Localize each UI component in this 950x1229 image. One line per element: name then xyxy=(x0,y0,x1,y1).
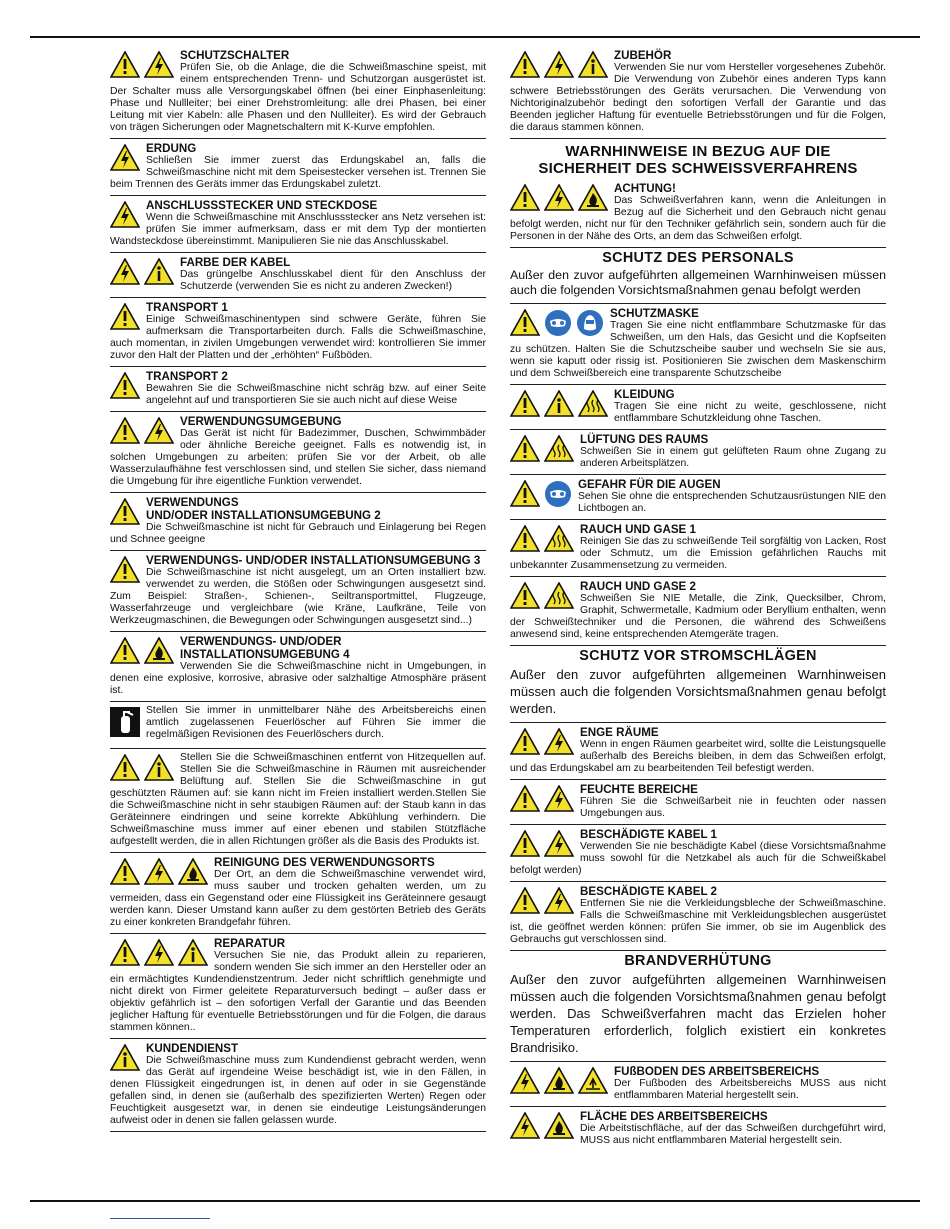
icon-group xyxy=(510,309,604,342)
section-achtung xyxy=(510,179,886,248)
warning-icon xyxy=(110,498,140,530)
band-strom: SCHUTZ VOR STROMSCHLÄGEN xyxy=(579,648,817,664)
section-fußboden-des-arbeitsbereichs xyxy=(510,1062,886,1107)
intro-personal: Außer den zuvor aufgeführten allgemeinen Warnhinweisen müssen auch die folgenden Vorsichtsmaßnahmen genau befolgt werden xyxy=(510,266,886,304)
electric-icon xyxy=(544,785,574,817)
icon-group xyxy=(510,582,574,614)
section-text: Stellen Sie die Schweißmaschinen entfernt von Hitzequellen auf. Stellen Sie die Schweißmaschine in Räumen mit ausreichender Belüftung auf. Stellen Sie die Schweißmaschine in gut geschützten Räumen auf: sie kann nicht im Freien installiert werden.Stellen Sie die Schweißmaschine nicht in sehr staubigen Räumen auf: der Staub kann in das Geräteinnere eindringen und seine korrekte Abkühlung verhindern. Die Schweißmaschine muss immer auf einer ebenen und stabilen Stützfläche aufgestellt werden, die in allen Richtungen größer als die Basis des Produkts ist. xyxy=(110,752,486,847)
section-title: ACHTUNG! xyxy=(614,182,676,195)
section-rauch-und-gase-2 xyxy=(510,577,886,646)
section-reparatur xyxy=(110,934,486,1039)
goggles-icon xyxy=(544,309,572,342)
section-enge-räume xyxy=(510,723,886,780)
icon-group xyxy=(110,1044,140,1076)
heat-icon xyxy=(578,390,608,422)
info-icon xyxy=(110,1044,140,1076)
electric-icon xyxy=(110,201,140,233)
info-icon xyxy=(578,51,608,83)
section-text: Verwenden Sie nur vom Hersteller vorgesehenes Zubehör. Die Verwendung von Zubehör eines anderen Typs kann schwere Betriebsstörungen des Geräts verursachen. Die Verwendung von Nichtoriginalzubehör bedingt den sofortigen Verfall der Garantie und das Beenden jeglicher Haftung für eventuelle Betriebsstörungen und für die Folgen, die daraus stammen können. xyxy=(510,62,886,133)
icon-group xyxy=(510,525,574,557)
section-text: Reinigen Sie das zu schweißende Teil sorgfältig von Lacken, Rost oder Schmutz, um die Emission gefährlichen Rauchs mit unbekannter Zusammensetzung zu vermeiden. xyxy=(510,536,886,571)
section-text: Bewahren Sie die Schweißmaschine nicht schräg bzw. auf einer Seite angelehnt auf und transportieren Sie sie auch nicht auf diese Weise xyxy=(146,383,486,406)
section-text: Das Schweißverfahren kann, wenn die Anleitungen in Bezug auf die Sicherheit und den Gebrauch nicht genau befolgt werden, nicht nur für den Techniker gefährlich sein, sondern auch für die Personen in der Nähe des Orts, an dem das Schweißen erfolgt. xyxy=(510,195,886,242)
electric-icon xyxy=(510,1112,540,1144)
section-title: TRANSPORT 2 xyxy=(146,370,228,383)
section-title: FUßBODEN DES ARBEITSBEREICHS xyxy=(614,1065,820,1078)
section-beschädigte-kabel-1 xyxy=(510,825,886,882)
warning-icon xyxy=(110,372,140,404)
icon-group xyxy=(110,258,174,290)
section-title: VERWENDUNGS- UND/ODER INSTALLATIONSUMGEBUNG 3 xyxy=(146,554,481,567)
section-title: SCHUTZMASKE xyxy=(610,307,699,320)
bottom-rule xyxy=(30,1200,920,1202)
electric-icon xyxy=(510,1067,540,1099)
section-title: RAUCH UND GASE 1 xyxy=(580,523,696,536)
section-text: Entfernen Sie nie die Verkleidungsbleche der Schweißmaschine. Falls die Schweißmaschine mit Verkleidungsblechen ausgerüstet ist, die geöffnet werden können: prüfen Sie immer, ob sie im Augenblick des Gebrauchs gut verschlossen sind. xyxy=(510,898,886,945)
personal-list xyxy=(510,304,886,646)
warning-icon xyxy=(510,728,540,760)
electric-icon xyxy=(144,417,174,449)
electric-icon xyxy=(544,830,574,862)
section-title: ZUBEHÖR xyxy=(614,49,672,62)
electric-icon xyxy=(544,728,574,760)
section-title: KLEIDUNG xyxy=(614,388,675,401)
section-title: GEFAHR FÜR DIE AUGEN xyxy=(578,478,721,491)
section-text: Führen Sie die Schweißarbeit nie in feuchten oder nassen Umgebungen aus. xyxy=(580,796,886,819)
section-lüftung-des-raums xyxy=(510,430,886,475)
icon-group xyxy=(510,830,574,862)
section-title: TRANSPORT 1 xyxy=(146,301,228,314)
section-kleidung xyxy=(510,385,886,430)
warning-icon xyxy=(510,184,540,216)
intro-brand: Außer den zuvor aufgeführten allgemeinen Warnhinweisen müssen auch die folgenden Vorsichtsmaßnahmen genau befolgt werden. Das Schweißverfahren macht das Erzielen hoher Temperaturen erforderlich, folglich existiert ein konkretes Brandrisiko. xyxy=(510,969,886,1062)
electric-icon xyxy=(110,258,140,290)
section-title: ANSCHLUSSSTECKER UND STECKDOSE xyxy=(146,199,378,212)
section-text: Der Ort, an dem die Schweißmaschine verwendet wird, muss sauber und trocken gehalten werden, um zu vermeiden, dass ein Gegenstand oder eine Flüssigkeit ins Geräteinnere gesaugt werden kann. Dieser Umstand kann außer zu dem gestörten Betrieb des Geräts zu einer konkreten Brandgefahr führen. xyxy=(110,869,486,928)
warning-icon xyxy=(510,785,540,817)
section-verwendungsumgebung xyxy=(110,412,486,493)
icon-group xyxy=(510,480,572,513)
section-text: Das grüngelbe Anschlusskabel dient für den Anschluss der Schutzerde (verwenden Sie es nicht zu anderen Zwecken!) xyxy=(180,269,486,292)
warning-icon xyxy=(510,582,540,614)
left-column xyxy=(110,46,486,1132)
spark-icon xyxy=(578,1067,608,1099)
icon-group xyxy=(110,707,140,742)
section-text: Der Fußboden des Arbeitsbereichs MUSS aus nicht entflammbaren Material hergestellt sein. xyxy=(614,1078,886,1101)
icon-group xyxy=(110,754,174,786)
icon-group xyxy=(510,1112,574,1144)
warning-icon xyxy=(510,309,540,342)
footer-link-line xyxy=(110,1218,210,1219)
section-text: Verwenden Sie die Schweißmaschine nicht in Umgebungen, in denen eine explosive, korrosive, abrasive oder salzhaltige Atmosphäre präsent ist. xyxy=(110,661,486,696)
section-feuerloescher xyxy=(110,702,486,749)
warning-icon xyxy=(110,303,140,335)
fire-icon xyxy=(178,858,208,890)
info-icon xyxy=(544,390,574,422)
icon-group xyxy=(510,785,574,817)
fire-icon xyxy=(144,637,174,669)
section-text: Versuchen Sie nie, das Produkt allein zu reparieren, sondern wenden Sie sich immer an den Hersteller oder an ein ermächtigtes Kundendienstzentrum. Jeder nicht schriftlich genehmigte und nicht direkt von Firmer geleitete Reparaturversuch bedingt – außer dass er objektiv gefährlich ist – den sofortigen Verfall der Garantie und das Beenden jeglicher Haftung für eventuelle Betriebsstörungen und für die Folgen, die daraus stammen können.. xyxy=(110,950,486,1033)
icon-group xyxy=(510,728,574,760)
section-text: Die Schweißmaschine ist nicht für Gebrauch und Einlagerung bei Regen und Schnee geeigne xyxy=(110,522,486,545)
heat-icon xyxy=(544,525,574,557)
section-anschlussstecker xyxy=(110,196,486,253)
icon-group xyxy=(510,51,608,83)
warning-icon xyxy=(110,637,140,669)
icon-group xyxy=(510,390,608,422)
section-title: REPARATUR xyxy=(214,937,286,950)
icon-group xyxy=(510,887,574,919)
band-warnhinweise: WARNHINWEISE IN BEZUG AUF DIE SICHERHEIT DES SCHWEISSVERFAHRENS xyxy=(538,143,858,177)
section-text: Wenn die Schweißmaschine mit Anschlussstecker ans Netz versehen ist: prüfen Sie immer aufmerksam, dass er mit dem Typ der montierten Wandsteckdose übereinstimmt. Manipulieren Sie nie das Anschlusskabel. xyxy=(110,212,486,247)
warning-icon xyxy=(510,830,540,862)
section-feuchte-bereiche xyxy=(510,780,886,825)
section-title: BESCHÄDIGTE KABEL 2 xyxy=(580,885,717,898)
icon-group xyxy=(110,144,140,176)
intro-strom: Außer den zuvor aufgeführten allgemeinen Warnhinweisen müssen auch die folgenden Vorsichtsmaßnahmen genau befolgt werden. xyxy=(510,664,886,723)
extinguisher-icon xyxy=(110,707,140,742)
section-transport2 xyxy=(110,367,486,412)
section-text: Das Gerät ist nicht für Badezimmer, Duschen, Schwimmbäder oder ähnliche Bereiche geeignet. Falls es notwendig ist, in solchen Umgebungen zu arbeiten: prüfen Sie vor der Arbeit, ob alle Wasserzulaufhähne fest verschlossen sind, und stellen Sie sicher, dass niemand die Umgebung für ihre eigentliche Funktion verwendet. xyxy=(110,428,486,487)
section-rauch-und-gase-1 xyxy=(510,520,886,577)
section-text: Schweißen Sie in einem gut gelüfteten Raum ohne Zugang zu anderen Arbeitsplätzen. xyxy=(580,446,886,469)
fire-icon xyxy=(544,1112,574,1144)
section-title: FEUCHTE BEREICHE xyxy=(580,783,698,796)
fire-icon xyxy=(544,1067,574,1099)
section-text: Schweißen Sie NIE Metalle, die Zink, Quecksilber, Chrom, Graphit, Schwermetalle, Kadmium oder Beryllium enthalten, wenn der Schweißtechniker und die Personen, die während des Schweißens anwesend sind, keine entsprechenden Atemgeräte tragen. xyxy=(510,593,886,640)
section-title: VERWENDUNGSUMGEBUNG xyxy=(180,415,342,428)
section-gefahr-für-die-augen xyxy=(510,475,886,520)
electric-icon xyxy=(144,51,174,83)
warning-icon xyxy=(110,417,140,449)
warning-icon xyxy=(510,51,540,83)
warning-icon xyxy=(110,858,140,890)
warning-icon xyxy=(110,556,140,588)
warning-icon xyxy=(510,525,540,557)
section-title: RAUCH UND GASE 2 xyxy=(580,580,696,593)
icon-group xyxy=(110,556,140,588)
section-text: Tragen Sie eine nicht entflammbare Schutzmaske für das Schweißen, um den Hals, das Gesicht und die Kopfseiten zu schützen. Halten Sie die Schutzscheibe sauber und wechseln Sie sie aus, wenn sie kaputt oder rissig ist. Positionieren Sie zwischen dem Maskenschirm und dem Schweißbereich eine transparente Schutzscheibe xyxy=(510,320,886,379)
electric-icon xyxy=(544,887,574,919)
section-title: LÜFTUNG DES RAUMS xyxy=(580,433,709,446)
section-transport1 xyxy=(110,298,486,367)
section-text: Sehen Sie ohne die entsprechenden Schutzausrüstungen NIE den Lichtbogen an. xyxy=(578,491,886,514)
icon-group xyxy=(110,939,208,971)
warning-icon xyxy=(510,887,540,919)
brand-list xyxy=(510,1062,886,1151)
info-icon xyxy=(178,939,208,971)
top-rule xyxy=(30,36,920,38)
warning-icon xyxy=(110,939,140,971)
section-title: ERDUNG xyxy=(146,142,197,155)
warning-icon xyxy=(110,51,140,83)
icon-group xyxy=(110,858,208,890)
icon-group xyxy=(110,201,140,233)
electric-icon xyxy=(144,858,174,890)
mask-icon xyxy=(576,309,604,342)
heat-icon xyxy=(544,582,574,614)
section-text: Die Schweißmaschine ist nicht ausgelegt, um an Orten installiert bzw. verwendet zu werden, die Stößen oder Schwingungen ausgesetzt sind. Zum Beispiel: Straßen-, Schienen-, Seiltransportmittel, Flugzeuge, Wasserfahrzeuge und vergleichbare (wie Kräne, Laufkräne, Teile von Werkzeugmaschinen, die Bewegungen oder Schwingungen ausgesetzt sind...) xyxy=(110,567,486,626)
section-text: Die Arbeitstischfläche, auf der das Schweißen durchgeführt wird, MUSS aus nicht entflammbaren Material hergestellt sein. xyxy=(580,1123,886,1146)
section-title: VERWENDUNGS- UND/ODER INSTALLATIONSUMGEBUNG 4 xyxy=(180,635,350,661)
section-title: FARBE DER KABEL xyxy=(180,256,291,269)
icon-group xyxy=(510,184,608,216)
icon-group xyxy=(510,1067,608,1099)
icon-group xyxy=(110,498,140,530)
section-hitzequellen xyxy=(110,749,486,853)
section-text: Prüfen Sie, ob die Anlage, die die Schweißmaschine speist, mit einem entsprechenden Trenn- und Schutzorgan ausgerüstet ist. Der Schalter muss alle Versorgungskabel öffnen (bei einer Einphasenleitung: Phase und Nullleiter; bei einer Drehstromleitung: alle drei Phasen, bei einer Leitung mit vier Kabeln: alle Phasen und den Nullleiter). Es wird der Gebrauch von trägen Sicherungen oder Magnetschaltern mit K-Kurve empfohlen. xyxy=(110,62,486,133)
icon-group xyxy=(110,303,140,335)
section-schutzschalter xyxy=(110,46,486,139)
electric-icon xyxy=(144,939,174,971)
icon-group xyxy=(110,372,140,404)
section-title: KUNDENDIENST xyxy=(146,1042,239,1055)
section-verwendung2 xyxy=(110,493,486,551)
warning-icon xyxy=(510,435,540,467)
icon-group xyxy=(110,637,174,669)
section-zubehoer xyxy=(510,46,886,139)
band-schutz-personal: SCHUTZ DES PERSONALS xyxy=(602,250,794,266)
electric-icon xyxy=(544,184,574,216)
heat-icon xyxy=(544,435,574,467)
section-text: Die Schweißmaschine muss zum Kundendienst gebracht werden, wenn das Gerät auf irgendeine Weise beschädigt ist, wie in den Fällen, in denen Flüssigkeit eingedrungen ist, in denen auf oder in sie Gegenstände gefallen sind, in denen sie (außerhalb des spezifizierten Werten) Regen oder Feuchtigkeit ausgesetzt war, in denen sie eindeutige Leistungsänderungen aufweist oder in denen sie fallen gelassen wurde. xyxy=(110,1055,486,1126)
electric-icon xyxy=(110,144,140,176)
band-brand: BRANDVERHÜTUNG xyxy=(624,953,772,969)
right-column xyxy=(510,46,886,1151)
strom-list xyxy=(510,723,886,951)
icon-group xyxy=(110,51,174,83)
section-text: Wenn in engen Räumen gearbeitet wird, sollte die Leistungsquelle außerhalb des Bereichs bleiben, in dem das Schweißen erfolgt, und das Erdungskabel am zu bearbeitenden Teil befestigt werden. xyxy=(510,739,886,774)
section-kundendienst xyxy=(110,1039,486,1132)
section-text: Verwenden Sie nie beschädigte Kabel (diese Vorsichtsmaßnahme muss sowohl für die Netzkabel als auch für die Schweißkabel befolgt werden) xyxy=(510,841,886,876)
section-text: Stellen Sie immer in unmittelbarer Nähe des Arbeitsbereichs einen amtlich zugelassenen Feuerlöscher auf Führen Sie immer die regelmäßigen Revisionen des Feuerlöschers durch. xyxy=(146,705,486,740)
section-text: Tragen Sie eine nicht zu weite, geschlossene, nicht entflammbare Schutzkleidung ohne Taschen. xyxy=(614,401,886,424)
icon-group xyxy=(110,417,174,449)
section-verwendung4 xyxy=(110,632,486,702)
fire-icon xyxy=(578,184,608,216)
section-text: Einige Schweißmaschinentypen sind schwere Geräte, führen Sie aufmerksam die Transportarbeiten durch. Falls die Schweißmaschine, auch momentan, in zivilen Umgebungen verwendet wird: kontrollieren Sie immer zuvor den Halt der Platten und der „erhöhten“ Fußböden. xyxy=(110,314,486,361)
section-schutzmaske xyxy=(510,304,886,385)
section-beschädigte-kabel-2 xyxy=(510,882,886,951)
section-title: ENGE RÄUME xyxy=(580,726,659,739)
section-verwendung3 xyxy=(110,551,486,632)
section-reinigung xyxy=(110,853,486,934)
info-icon xyxy=(144,258,174,290)
section-text: Schließen Sie immer zuerst das Erdungskabel an, falls die Schweißmaschine nicht mit dem Speisestecker versehen ist. Trennen Sie beim Trennen des Geräts immer das Erdungskabel zuletzt. xyxy=(110,155,486,190)
section-title: FLÄCHE DES ARBEITSBEREICHS xyxy=(580,1110,768,1123)
section-erdung xyxy=(110,139,486,196)
icon-group xyxy=(510,435,574,467)
section-title: SCHUTZSCHALTER xyxy=(180,49,290,62)
section-farbe xyxy=(110,253,486,298)
warning-icon xyxy=(110,754,140,786)
section-title: BESCHÄDIGTE KABEL 1 xyxy=(580,828,717,841)
info-icon xyxy=(144,754,174,786)
goggles-icon xyxy=(544,480,572,513)
section-fläche-des-arbeitsbereichs xyxy=(510,1107,886,1151)
warning-icon xyxy=(510,480,540,513)
section-title: REINIGUNG DES VERWENDUNGSORTS xyxy=(214,856,435,869)
warning-icon xyxy=(510,390,540,422)
section-title: VERWENDUNGS UND/ODER INSTALLATIONSUMGEBUNG 2 xyxy=(146,496,381,522)
electric-icon xyxy=(544,51,574,83)
